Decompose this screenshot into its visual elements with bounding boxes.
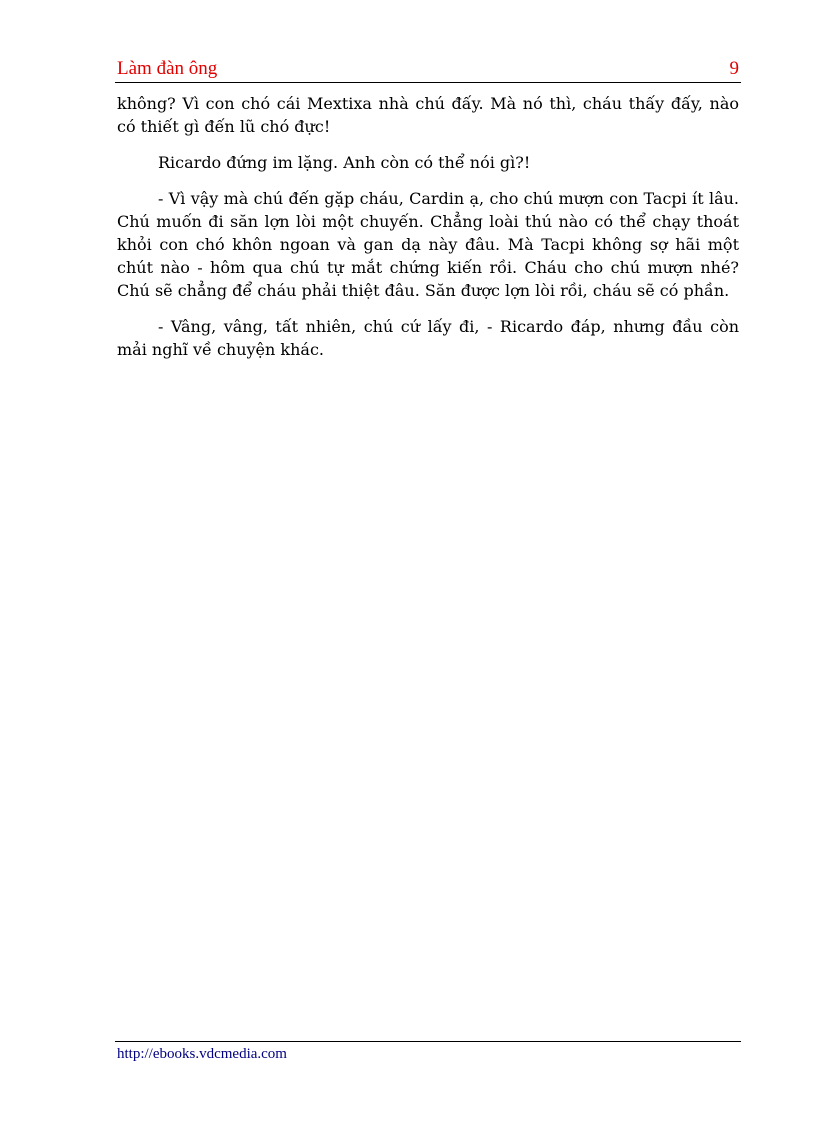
paragraph: Ricardo đứng im lặng. Anh còn có thể nói gì?! (158, 153, 531, 172)
footer-divider (115, 1041, 741, 1042)
paragraph: - Vâng, vâng, tất nhiên, chú cứ lấy đi, - Ricardo đáp, nhưng đầu còn mải nghĩ về chuyện khác. (117, 317, 739, 359)
page-header (115, 58, 741, 83)
page-body (117, 92, 739, 374)
footer-website-link[interactable]: http://ebooks.vdcmedia.com (117, 1046, 287, 1062)
paragraph: - Vì vậy mà chú đến gặp cháu, Cardin ạ, cho chú mượn con Tacpi ít lâu. Chú muốn đi săn lợn lòi một chuyến. Chẳng loài thú nào có thể chạy thoát khỏi con chó khôn ngoan và gan dạ này đâu. Mà Tacpi không sợ hãi một chút nào - hôm qua chú tự mắt chứng kiến rồi. Cháu cho chú mượn nhé? Chú sẽ chẳng để cháu phải thiệt đâu. Săn được lợn lòi rồi, cháu sẽ có phần. (117, 189, 739, 300)
page-number: 9 (729, 58, 739, 79)
book-title: Làm đàn ông (117, 58, 218, 79)
paragraph-continued: không? Vì con chó cái Mextixa nhà chú đấy. Mà nó thì, cháu thấy đấy, nào có thiết gì đến lũ chó đực! (117, 94, 739, 136)
